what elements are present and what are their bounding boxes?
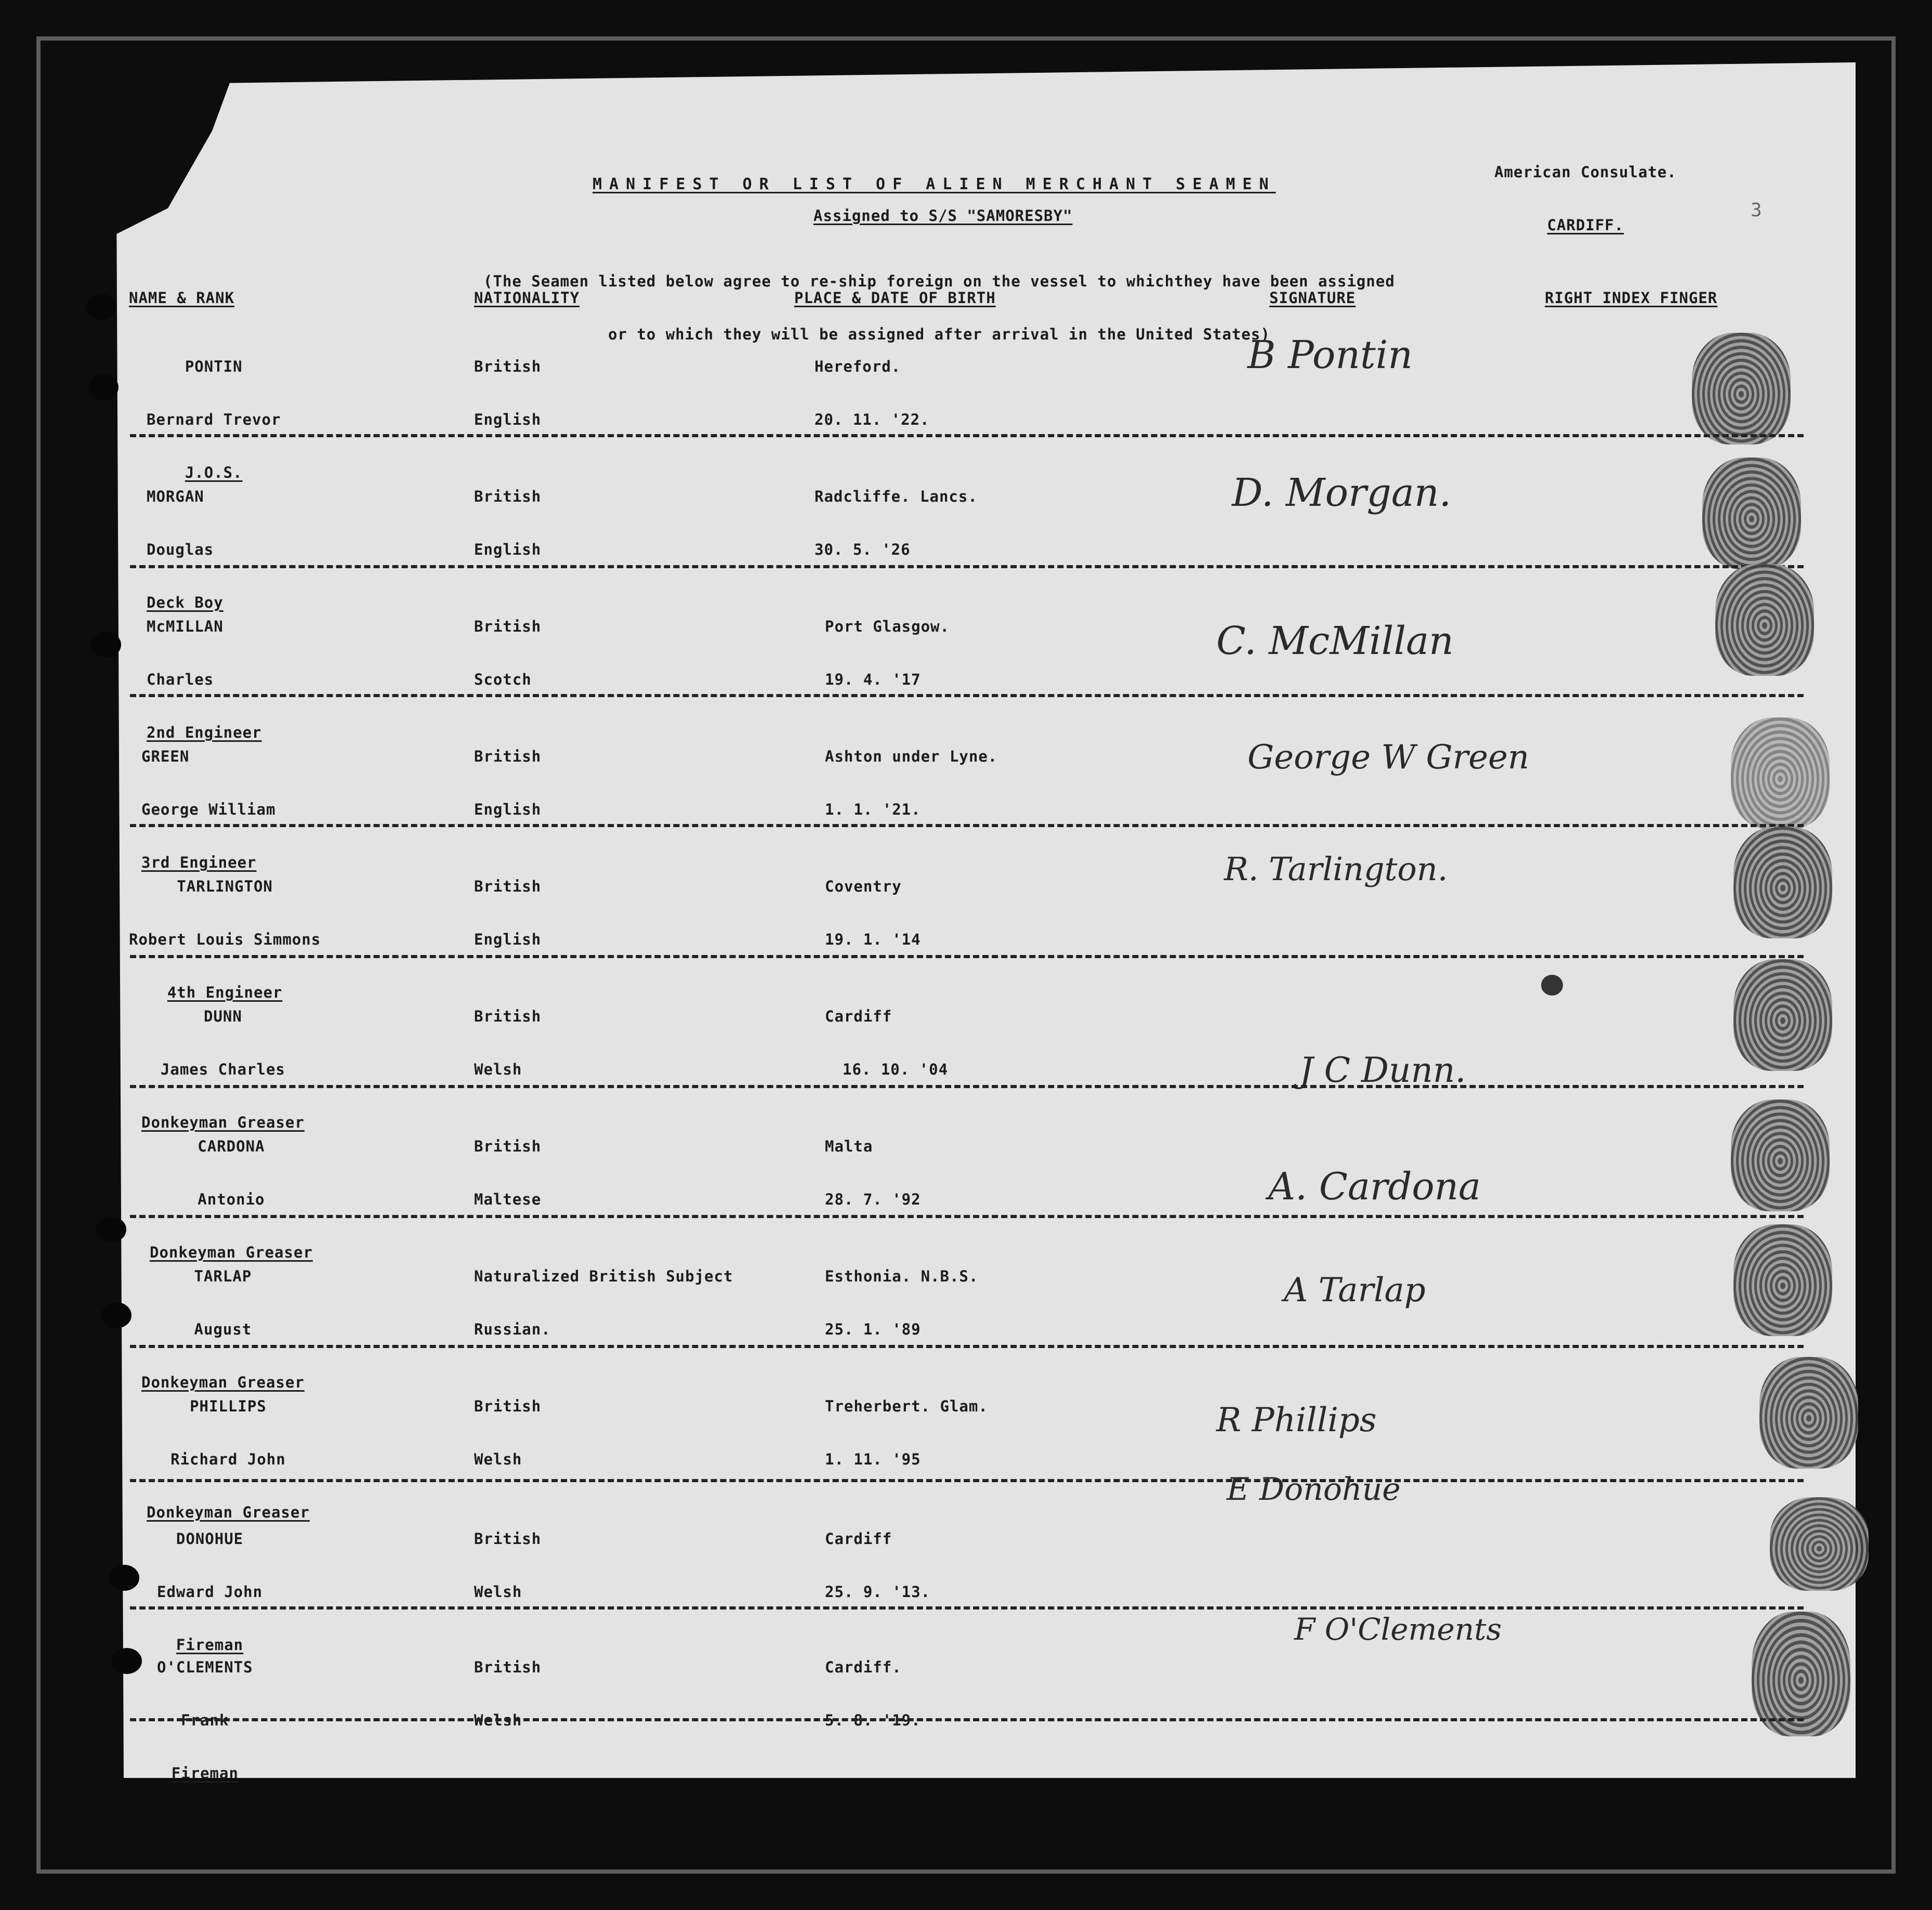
seaman-birth-date: 19. 1. '14 [825,931,921,948]
seaman-birth [825,842,921,966]
seaman-signature: F O'Clements [1294,1612,1502,1647]
seaman-nationality [474,712,541,836]
seaman-birth-place: Port Glasgow. [825,618,950,635]
seaman-nationality-line-1: British [474,1008,542,1025]
seaman-birth-place: Hereford. [814,358,901,375]
seaman-rank: 2nd Engineer [147,724,262,741]
punch-hole [101,1302,132,1328]
seaman-surname: DUNN [203,1008,242,1025]
seaman-surname: TARLAP [194,1267,252,1285]
seaman-signature: C. McMillan [1216,619,1454,663]
seaman-nationality [474,582,541,706]
punch-hole [91,632,121,658]
seaman-nationality-line-2: English [474,931,542,948]
seaman-signature: D. Morgan. [1232,470,1452,515]
seaman-surname: CARDONA [198,1137,265,1155]
consulate-line-1: American Consulate. [1494,163,1677,181]
seaman-nationality-line-2: Welsh [474,1711,522,1729]
seaman-given-names: August [194,1320,252,1338]
seaman-birth-date: 20. 11. '22. [814,411,930,428]
seaman-birth [825,1623,921,1747]
seaman-rank: J.O.S. [185,464,243,481]
seaman-surname: MORGAN [147,488,204,505]
seaman-rank: Donkeyman Greaser [141,1373,305,1391]
seaman-nationality [474,1495,541,1618]
seaman-given-names: Douglas [147,541,214,558]
col-header-finger: RIGHT INDEX FINGER [1545,289,1718,307]
seaman-nationality-line-2: English [474,411,542,428]
seaman-given-names: Robert Louis Simmons [129,931,321,948]
punch-hole [88,374,119,400]
seaman-birth-place: Radcliffe. Lancs. [814,488,978,505]
seaman-birth-place: Malta [825,1137,873,1155]
fingerprint-image [1731,1100,1830,1211]
seaman-rank: Donkeyman Greaser [150,1244,313,1261]
col-header-signature: SIGNATURE [1269,289,1356,307]
seaman-nationality-line-1: British [474,358,542,375]
seaman-given-names: Bernard Trevor [147,411,281,428]
fingerprint-image [1733,827,1832,938]
col-header-nationality: NATIONALITY [474,289,580,307]
consulate-line-2: CARDIFF. [1547,216,1624,234]
fingerprint-image [1733,959,1832,1071]
seaman-rank: Fireman [176,1636,244,1654]
seaman-birth [825,1362,988,1486]
seaman-birth [825,1495,930,1618]
seaman-nationality [474,1362,541,1486]
seaman-birth [825,1232,978,1356]
row-separator [130,434,1804,437]
row-separator [130,565,1804,568]
seaman-signature: R. Tarlington. [1224,850,1448,888]
seaman-nationality-line-2: Welsh [474,1583,522,1601]
seaman-nationality-line-1: British [474,1137,542,1155]
seaman-birth-date: 1. 1. '21. [825,801,921,818]
seaman-signature: J C Dunn. [1299,1050,1466,1090]
fingerprint-image [1752,1612,1850,1736]
seaman-surname: McMILLAN [147,618,224,635]
seaman-name-rank [157,1623,253,1800]
seaman-rank: Deck Boy [147,594,224,611]
seaman-nationality-line-1: Naturalized British Subject [474,1267,733,1285]
row-separator [130,824,1804,827]
page-number: 3 [1751,200,1763,221]
seaman-nationality-line-1: British [474,748,542,765]
fingerprint-image [1770,1497,1869,1591]
seaman-birth [825,1102,921,1226]
seaman-rank: Donkeyman Greaser [141,1114,305,1131]
seaman-birth-date: 28. 7. '92 [825,1191,921,1208]
col-header-place-date: PLACE & DATE OF BIRTH [794,289,996,307]
row-separator [130,1345,1804,1348]
fingerprint-image [1702,457,1801,569]
seaman-surname: GREEN [141,748,190,765]
seaman-nationality [474,972,541,1096]
seaman-rank: Donkeyman Greaser [147,1503,310,1521]
seaman-signature: A Tarlap [1284,1271,1426,1310]
row-separator [130,1479,1804,1482]
punch-hole [86,294,116,320]
seaman-given-names: George William [141,801,276,818]
seaman-signature: George W Green [1247,738,1530,777]
seaman-birth [825,712,997,836]
seaman-given-names: Antonio [198,1191,265,1208]
seaman-surname: O'CLEMENTS [157,1658,253,1676]
seaman-rank: 3rd Engineer [141,854,257,871]
punch-hole [96,1216,126,1242]
seaman-nationality-line-2: Welsh [474,1450,522,1468]
reship-note-line-1: (The Seamen listed below agree to re-ship foreign on the vessel to whichthey have been assigned [483,272,1395,290]
reship-note-line-2: or to which they will be assigned after arrival in the United States) [608,325,1270,343]
consulate-block [1494,128,1677,252]
vessel-assignment: Assigned to S/S "SAMORESBY" [813,207,1073,225]
seaman-birth-place: Coventry [825,878,902,895]
row-separator [130,694,1804,697]
seaman-given-names: Richard John [170,1450,286,1468]
seaman-nationality-line-2: Scotch [474,671,532,688]
fingerprint-image [1731,717,1830,829]
seaman-rank: Fireman [171,1764,239,1782]
seaman-signature: E Donohue [1227,1471,1401,1508]
seaman-nationality [474,842,541,966]
seaman-birth-place: Ashton under Lyne. [825,748,998,765]
seaman-nationality [474,452,541,576]
seaman-surname: PONTIN [185,358,243,375]
row-separator [130,1606,1804,1610]
seaman-birth [825,972,948,1096]
punch-hole [112,1648,142,1674]
seaman-nationality-line-2: Russian. [474,1320,551,1338]
ink-blot [1541,975,1563,996]
seaman-nationality-line-1: British [474,1397,542,1415]
seaman-given-names: James Charles [160,1061,285,1078]
seaman-surname: DONOHUE [176,1530,244,1548]
seaman-nationality-line-2: English [474,541,542,558]
seaman-surname: PHILLIPS [190,1397,267,1415]
seaman-nationality [474,322,541,446]
seaman-birth-place: Treherbert. Glam. [825,1397,988,1415]
row-separator [130,1085,1804,1088]
seaman-given-names: Frank [181,1711,229,1729]
fingerprint-image [1692,333,1791,444]
seaman-nationality-line-1: British [474,618,542,635]
seaman-birth-date: 30. 5. '26 [814,541,911,558]
seaman-signature: R Phillips [1216,1401,1377,1440]
seaman-nationality-line-1: British [474,488,542,505]
seaman-birth-date: 19. 4. '17 [825,671,921,688]
seaman-nationality-line-1: British [474,1530,542,1548]
seaman-birth-place: Cardiff [825,1530,892,1548]
seaman-birth-date: 16. 10. '04 [843,1061,949,1078]
fingerprint-image [1715,564,1814,676]
seaman-nationality-line-2: Maltese [474,1191,542,1208]
seaman-surname: TARLINGTON [177,878,273,895]
seaman-nationality [474,1102,541,1226]
seaman-birth-place: Cardiff. [825,1658,902,1676]
punch-hole [109,1565,139,1591]
seaman-rank: 4th Engineer [167,984,283,1001]
seaman-nationality-line-2: Welsh [474,1061,522,1078]
seaman-nationality-line-1: British [474,1658,542,1676]
seaman-birth-date: 5. 8. '19. [825,1711,921,1729]
seaman-signature: A. Cardona [1268,1165,1481,1208]
seaman-birth [814,322,930,446]
seaman-given-names: Charles [147,671,214,688]
seaman-nationality [474,1232,733,1356]
seaman-nationality [474,1623,541,1747]
seaman-given-names: Edward John [157,1583,263,1601]
seaman-nationality-line-1: British [474,878,542,895]
row-separator [130,955,1804,958]
seaman-birth [814,452,978,576]
seaman-nationality-line-2: English [474,801,542,818]
col-header-name-rank: NAME & RANK [129,289,235,307]
row-separator [130,1718,1804,1721]
seaman-birth-date: 25. 1. '89 [825,1320,921,1338]
seaman-birth-place: Cardiff [825,1008,892,1025]
row-separator [130,1215,1804,1218]
seaman-birth-date: 25. 9. '13. [825,1583,931,1601]
seaman-birth-place: Esthonia. N.B.S. [825,1267,979,1285]
fingerprint-image [1733,1224,1832,1336]
seaman-signature: B Pontin [1247,333,1413,377]
fingerprint-image [1759,1357,1858,1469]
seaman-birth [825,582,950,706]
document-title: MANIFEST OR LIST OF ALIEN MERCHANT SEAMEN [593,175,1276,193]
seaman-birth-date: 1. 11. '95 [825,1450,921,1468]
